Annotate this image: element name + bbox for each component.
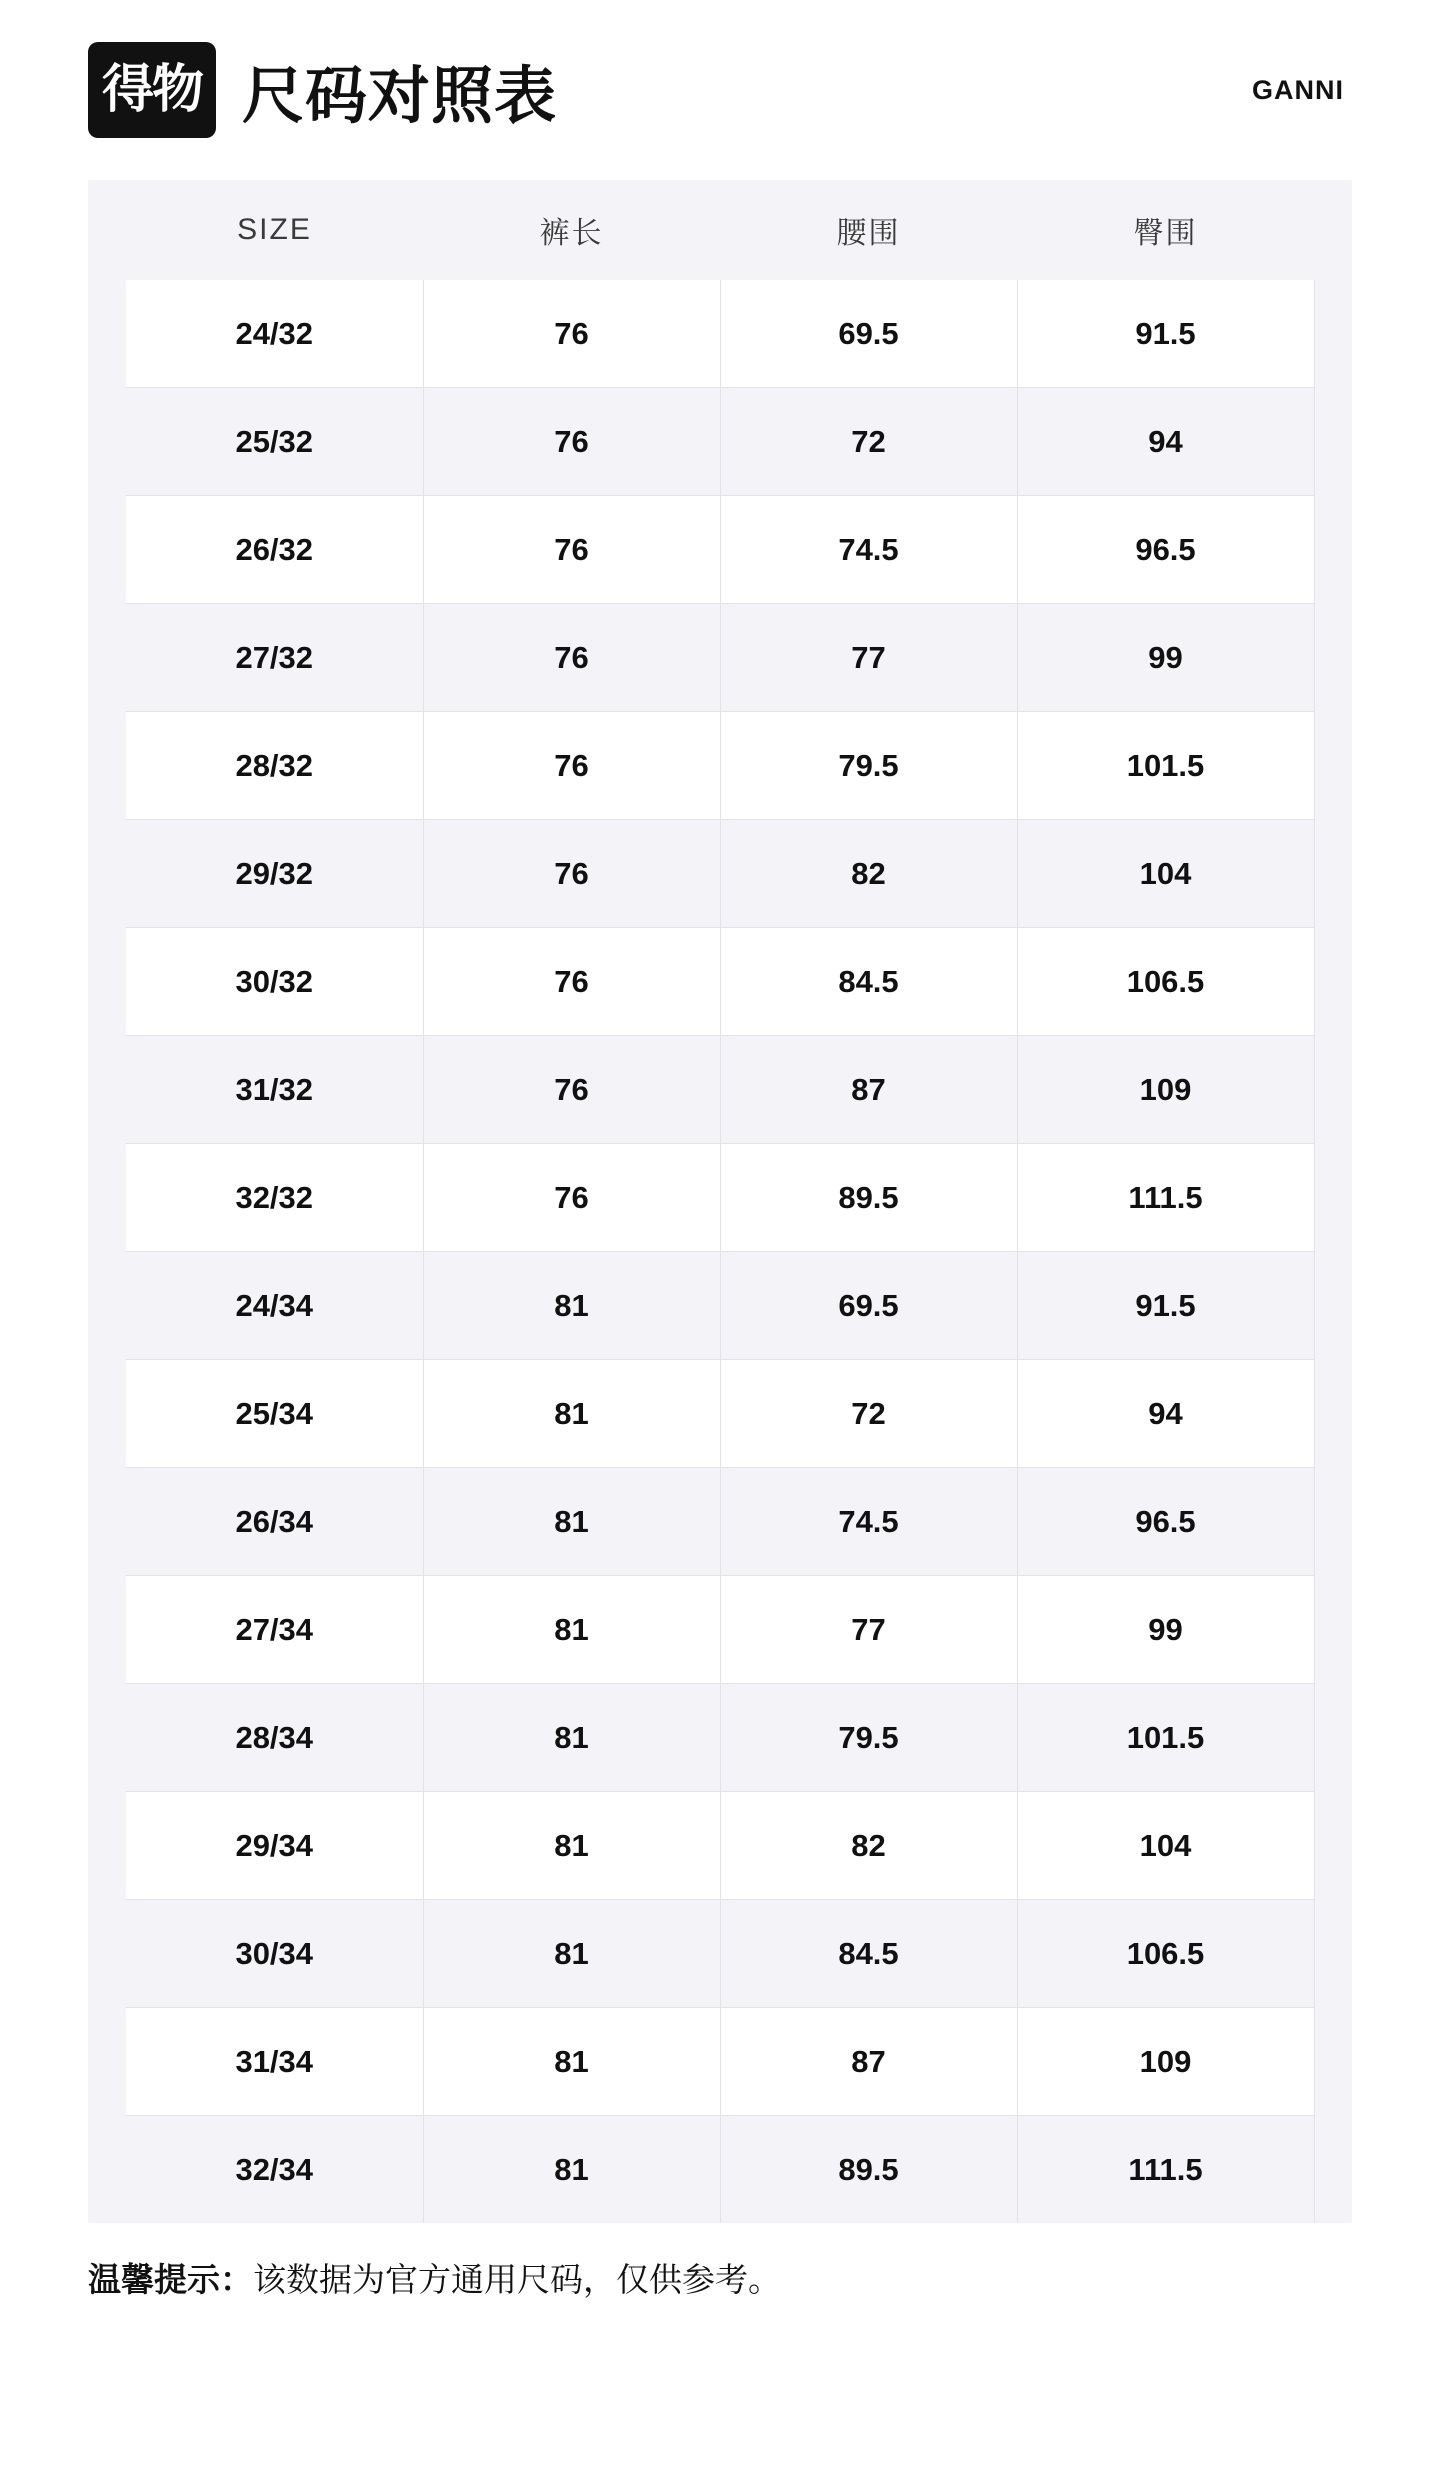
table-cell: 76 xyxy=(423,496,720,604)
table-row xyxy=(88,1684,1352,1792)
footer-note-label: 温馨提示： xyxy=(88,2261,253,2298)
table-row xyxy=(88,1468,1352,1576)
table-cell: 74.5 xyxy=(720,496,1017,604)
table-cell: 99 xyxy=(1017,1576,1314,1684)
table-cell: 24/32 xyxy=(126,280,423,388)
pad-cell-right xyxy=(1314,604,1352,712)
column-header-inseam: 裤长 xyxy=(423,180,720,280)
table-cell: 109 xyxy=(1017,2008,1314,2116)
table-cell: 82 xyxy=(720,820,1017,928)
table-row xyxy=(88,1792,1352,1900)
pad-cell-left xyxy=(88,1144,126,1252)
table-cell: 89.5 xyxy=(720,1144,1017,1252)
pad-cell-right xyxy=(1314,928,1352,1036)
table-row xyxy=(88,1036,1352,1144)
table-cell: 104 xyxy=(1017,1792,1314,1900)
pad-cell-left xyxy=(88,604,126,712)
table-row xyxy=(88,712,1352,820)
pad-cell-left xyxy=(88,928,126,1036)
pad-cell-right xyxy=(1314,1144,1352,1252)
table-cell: 77 xyxy=(720,1576,1017,1684)
table-cell: 89.5 xyxy=(720,2116,1017,2224)
table-cell: 76 xyxy=(423,928,720,1036)
table-cell: 109 xyxy=(1017,1036,1314,1144)
footer-note-text: 该数据为官方通用尺码，仅供参考。 xyxy=(253,2261,781,2298)
table-row xyxy=(88,1144,1352,1252)
pad-cell-left xyxy=(88,1468,126,1576)
table-cell: 106.5 xyxy=(1017,928,1314,1036)
pad-cell-right xyxy=(1314,712,1352,820)
table-cell: 74.5 xyxy=(720,1468,1017,1576)
pad-cell-left xyxy=(88,1360,126,1468)
table-cell: 111.5 xyxy=(1017,2116,1314,2224)
table-cell: 32/34 xyxy=(126,2116,423,2224)
pad-cell-left xyxy=(88,388,126,496)
pad-cell-left xyxy=(88,2008,126,2116)
pad-cell-right xyxy=(1314,1792,1352,1900)
table-cell: 81 xyxy=(423,1360,720,1468)
table-cell: 82 xyxy=(720,1792,1017,1900)
column-header-size: SIZE xyxy=(126,180,423,280)
pad-cell-right xyxy=(1314,1036,1352,1144)
table-cell: 27/34 xyxy=(126,1576,423,1684)
table-cell: 26/32 xyxy=(126,496,423,604)
pad-cell-left xyxy=(88,180,126,280)
table-cell: 76 xyxy=(423,712,720,820)
table-cell: 94 xyxy=(1017,388,1314,496)
pad-cell-right xyxy=(1314,820,1352,928)
table-cell: 81 xyxy=(423,1252,720,1360)
table-row xyxy=(88,1252,1352,1360)
pad-cell-left xyxy=(88,496,126,604)
pad-cell-left xyxy=(88,1684,126,1792)
page-title: 尺码对照表 xyxy=(242,61,558,131)
table-cell: 81 xyxy=(423,1684,720,1792)
pad-cell-right xyxy=(1314,180,1352,280)
dewu-logo-text: 得物 xyxy=(101,61,202,119)
table-cell: 96.5 xyxy=(1017,496,1314,604)
table-cell: 99 xyxy=(1017,604,1314,712)
pad-cell-right xyxy=(1314,1468,1352,1576)
table-cell: 81 xyxy=(423,1576,720,1684)
table-cell: 104 xyxy=(1017,820,1314,928)
pad-cell-right xyxy=(1314,388,1352,496)
table-row xyxy=(88,496,1352,604)
table-row xyxy=(88,1360,1352,1468)
pad-cell-left xyxy=(88,1036,126,1144)
table-cell: 76 xyxy=(423,604,720,712)
table-cell: 81 xyxy=(423,1900,720,2008)
table-cell: 81 xyxy=(423,2116,720,2224)
pad-cell-right xyxy=(1314,2116,1352,2224)
table-cell: 79.5 xyxy=(720,712,1017,820)
table-cell: 29/32 xyxy=(126,820,423,928)
pad-cell-left xyxy=(88,820,126,928)
table-cell: 87 xyxy=(720,1036,1017,1144)
pad-cell-left xyxy=(88,1900,126,2008)
size-table xyxy=(88,180,1352,2223)
pad-cell-right xyxy=(1314,1360,1352,1468)
table-cell: 28/32 xyxy=(126,712,423,820)
table-row xyxy=(88,2008,1352,2116)
pad-cell-left xyxy=(88,2116,126,2224)
table-cell: 25/32 xyxy=(126,388,423,496)
table-cell: 24/34 xyxy=(126,1252,423,1360)
table-row xyxy=(88,388,1352,496)
table-cell: 30/34 xyxy=(126,1900,423,2008)
table-cell: 101.5 xyxy=(1017,1684,1314,1792)
column-header-waist: 腰围 xyxy=(720,180,1017,280)
table-cell: 76 xyxy=(423,820,720,928)
pad-cell-right xyxy=(1314,2008,1352,2116)
table-cell: 72 xyxy=(720,388,1017,496)
table-cell: 94 xyxy=(1017,1360,1314,1468)
table-cell: 77 xyxy=(720,604,1017,712)
table-cell: 72 xyxy=(720,1360,1017,1468)
table-cell: 26/34 xyxy=(126,1468,423,1576)
pad-cell-right xyxy=(1314,1684,1352,1792)
pad-cell-right xyxy=(1314,496,1352,604)
pad-cell-left xyxy=(88,1576,126,1684)
table-body xyxy=(88,280,1352,2223)
table-cell: 101.5 xyxy=(1017,712,1314,820)
dewu-logo xyxy=(88,42,216,138)
table-cell: 96.5 xyxy=(1017,1468,1314,1576)
table-cell: 25/34 xyxy=(126,1360,423,1468)
table-cell: 79.5 xyxy=(720,1684,1017,1792)
table-head xyxy=(88,180,1352,280)
pad-cell-right xyxy=(1314,1900,1352,2008)
brand-name: GANNI xyxy=(1252,74,1344,105)
pad-cell-right xyxy=(1314,1576,1352,1684)
table-cell: 84.5 xyxy=(720,928,1017,1036)
table-row xyxy=(88,820,1352,928)
table-cell: 111.5 xyxy=(1017,1144,1314,1252)
table-cell: 31/34 xyxy=(126,2008,423,2116)
table-cell: 87 xyxy=(720,2008,1017,2116)
table-cell: 28/34 xyxy=(126,1684,423,1792)
table-cell: 27/32 xyxy=(126,604,423,712)
table-row xyxy=(88,1900,1352,2008)
table-cell: 69.5 xyxy=(720,1252,1017,1360)
table-cell: 31/32 xyxy=(126,1036,423,1144)
footer-note xyxy=(88,2257,1352,2303)
table-cell: 76 xyxy=(423,1036,720,1144)
table-cell: 81 xyxy=(423,1792,720,1900)
table-header-row xyxy=(88,180,1352,280)
table-cell: 69.5 xyxy=(720,280,1017,388)
table-cell: 30/32 xyxy=(126,928,423,1036)
table-row xyxy=(88,2116,1352,2224)
table-cell: 81 xyxy=(423,2008,720,2116)
table-row xyxy=(88,604,1352,712)
table-row xyxy=(88,1576,1352,1684)
table-cell: 76 xyxy=(423,388,720,496)
table-cell: 91.5 xyxy=(1017,280,1314,388)
pad-cell-left xyxy=(88,280,126,388)
pad-cell-left xyxy=(88,712,126,820)
pad-cell-left xyxy=(88,1792,126,1900)
page-header xyxy=(0,0,1440,150)
table-row xyxy=(88,280,1352,388)
table-cell: 91.5 xyxy=(1017,1252,1314,1360)
table-cell: 84.5 xyxy=(720,1900,1017,2008)
table-cell: 81 xyxy=(423,1468,720,1576)
table-cell: 76 xyxy=(423,1144,720,1252)
table-row xyxy=(88,928,1352,1036)
pad-cell-right xyxy=(1314,1252,1352,1360)
pad-cell-right xyxy=(1314,280,1352,388)
table-cell: 29/34 xyxy=(126,1792,423,1900)
pad-cell-left xyxy=(88,1252,126,1360)
table-cell: 76 xyxy=(423,280,720,388)
table-cell: 32/32 xyxy=(126,1144,423,1252)
size-table-container xyxy=(88,180,1352,2223)
table-cell: 106.5 xyxy=(1017,1900,1314,2008)
column-header-hip: 臀围 xyxy=(1017,180,1314,280)
